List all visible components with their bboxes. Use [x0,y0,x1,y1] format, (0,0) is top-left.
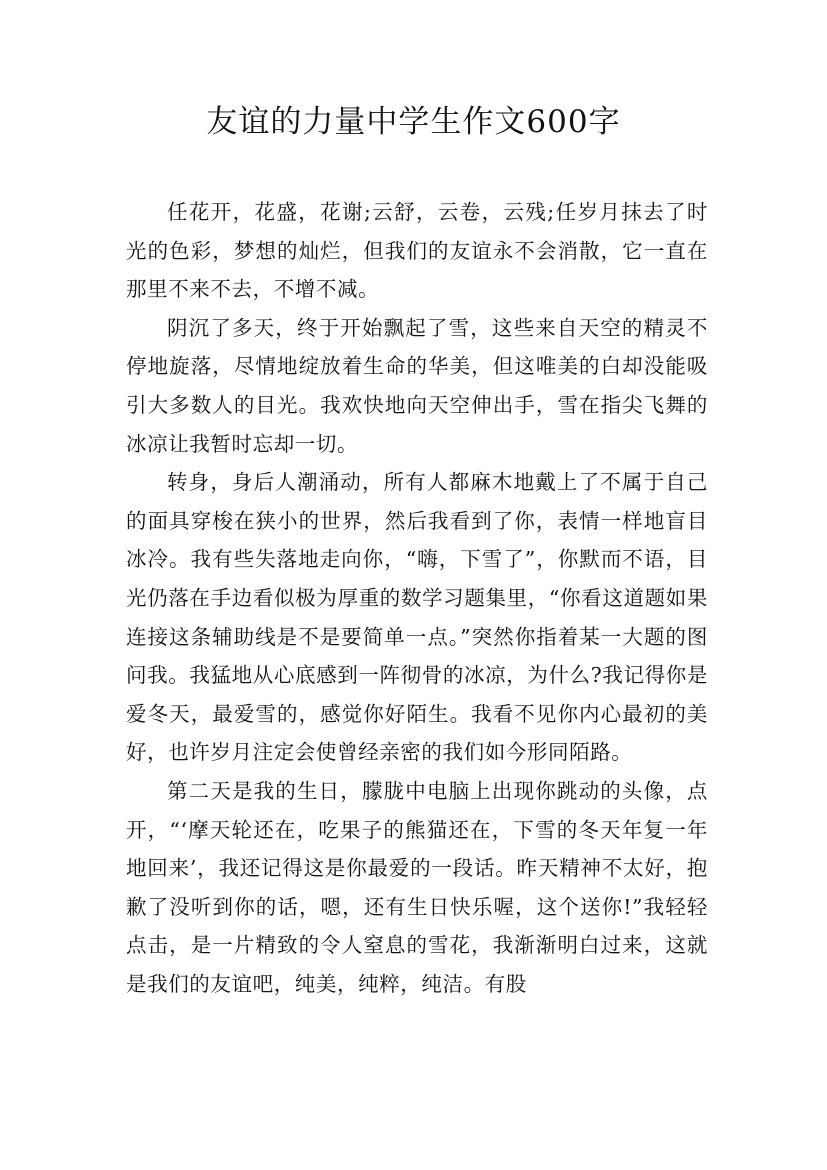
essay-body [126,193,708,1003]
paragraph-1: 任花开，花盛，花谢;云舒，云卷，云残;任岁月抹去了时光的色彩，梦想的灿烂，但我们的友谊永不会消散，它一直在那里不来不去，不增不减。 [126,200,708,302]
paragraph-2: 阴沉了多天，终于开始飘起了雪，这些来自天空的精灵不停地旋落，尽情地绽放着生命的华美，但这唯美的白却没能吸引大多数人的目光。我欢快地向天空伸出手，雪在指尖飞舞的冰凉让我暂时忘却一切。 [126,315,708,456]
paragraph-4: 第二天是我的生日，朦胧中电脑上出现你跳动的头像，点开，“‘摩天轮还在，吃果子的熊猫还在，下雪的冬天年复一年地回来’，我还记得这是你最爱的一段话。昨天精神不太好，抱歉了没听到你的话，嗯，还有生日快乐喔，这个送你!”我轻轻点击，是一片精致的令人窒息的雪花，我渐渐明白过来，这就是我们的友谊吧，纯美，纯粹，纯洁。有股 [126,778,708,996]
document-title: 友谊的力量中学生作文600字 [206,104,621,140]
paragraph-3: 转身，身后人潮涌动，所有人都麻木地戴上了不属于自己的面具穿梭在狭小的世界，然后我看到了你，表情一样地盲目冰冷。我有些失落地走向你，“嗨，下雪了”，你默而不语，目光仍落在手边看似极为厚重的数学习题集里，“你看这道题如果连接这条辅助线是不是要简单一点。”突然你指着某一大题的图问我。我猛地从心底感到一阵彻骨的冰凉，为什么?我记得你是爱冬天，最爱雪的，感觉你好陌生。我看不见你内心最初的美好，也许岁月注定会使曾经亲密的我们如今形同陌路。 [126,470,708,765]
